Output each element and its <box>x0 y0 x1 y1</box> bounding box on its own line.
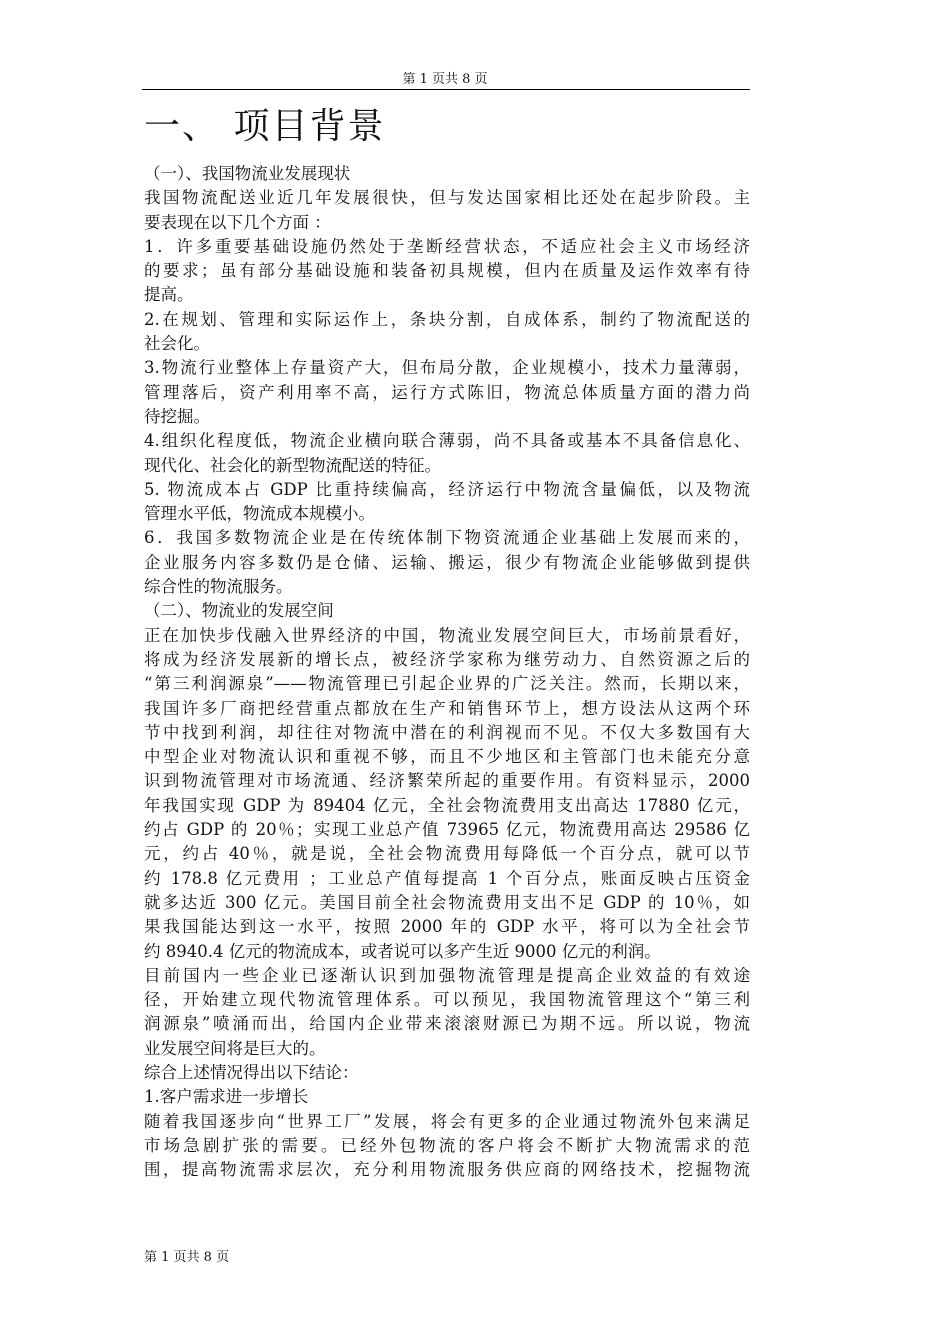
page-header-label: 第 1 页共 8 页 <box>402 72 488 87</box>
text-line: 目前国内一些企业已逐渐认识到加强物流管理是提高企业效益的有效途 <box>144 965 750 985</box>
text-line: 2.在规划、管理和实际运作上，条块分割，自成体系，制约了物流配送的 <box>144 309 750 329</box>
text-line: （二）、物流业的发展空间 <box>144 601 334 621</box>
text-line: 节中找到利润，却往往对物流中潜在的利润视而不见。不仅大多数国有大 <box>144 722 750 742</box>
text-line: 的要求；虽有部分基础设施和装备初具规模，但内在质量及运作效率有待 <box>144 261 750 281</box>
text-line: 综合性的物流服务。 <box>144 577 293 597</box>
text-line: 元，约占 40％，就是说，全社会物流费用每降低一个百分点，就可以节 <box>144 844 750 864</box>
text-line: 5. 物流成本占 GDP 比重持续偏高，经济运行中物流含量偏低，以及物流 <box>144 479 750 499</box>
text-line: 6．我国多数物流企业是在传统体制下物资流通企业基础上发展而来的， <box>144 528 750 548</box>
text-line: 径，开始建立现代物流管理体系。可以预见，我国物流管理这个“第三利 <box>144 990 750 1010</box>
text-line: 将成为经济发展新的增长点，被经济学家称为继劳动力、自然资源之后的 <box>144 649 750 669</box>
text-line: 待挖掘。 <box>144 406 210 426</box>
text-line: 管理水平低，物流成本规模小。 <box>144 504 375 524</box>
text-line: 识到物流管理对市场流通、经济繁荣所起的重要作用。有资料显示，2000 <box>144 771 750 791</box>
body-text <box>144 162 750 1182</box>
document-body <box>144 100 750 1182</box>
text-line: 提高。 <box>144 285 194 305</box>
page-footer-label: 第 1 页共 8 页 <box>144 1250 230 1265</box>
section-title: 一、 项目背景 <box>144 106 386 147</box>
text-line: 社会化。 <box>144 334 210 354</box>
text-line: “第三利润源泉”——物流管理已引起企业界的广泛关注。然而，长期以来， <box>144 674 750 694</box>
text-line: 围，提高物流需求层次，充分利用物流服务供应商的网络技术，挖掘物流 <box>144 1160 750 1180</box>
text-line: 4.组织化程度低，物流企业横向联合薄弱，尚不具备或基本不具备信息化、 <box>144 431 750 451</box>
text-line: 1.客户需求进一步增长 <box>144 1087 309 1107</box>
text-line: 正在加快步伐融入世界经济的中国，物流业发展空间巨大，市场前景看好， <box>144 625 750 645</box>
text-line: （一）、我国物流业发展现状 <box>144 164 351 183</box>
text-line: 约占 GDP 的 20％；实现工业总产值 73965 亿元，物流费用高达 29586 亿 <box>144 820 750 840</box>
text-line: 综合上述情况得出以下结论： <box>144 1062 359 1082</box>
text-line: 中型企业对物流认识和重视不够，而且不少地区和主管部门也未能充分意 <box>144 747 750 767</box>
text-line: 1．许多重要基础设施仍然处于垄断经营状态，不适应社会主义市场经济 <box>144 236 750 256</box>
text-line: 3.物流行业整体上存量资产大，但布局分散，企业规模小，技术力量薄弱， <box>144 358 750 378</box>
text-line: 现代化、社会化的新型物流配送的特征。 <box>144 455 441 475</box>
text-line: 润源泉”喷涌而出，给国内企业带来滚滚财源已为期不远。所以说，物流 <box>144 1014 750 1034</box>
text-line: 就多达近 300 亿元。美国目前全社会物流费用支出不足 GDP 的 10％，如 <box>144 892 750 912</box>
text-line: 要表现在以下几个方面 ： <box>144 212 331 232</box>
text-line: 业发展空间将是巨大的。 <box>144 1038 326 1058</box>
text-line: 我国物流配送业近几年发展很快，但与发达国家相比还处在起步阶段。主 <box>144 188 750 208</box>
header-divider <box>142 89 750 90</box>
text-line: 随着我国逐步向“世界工厂”发展，将会有更多的企业通过物流外包来满足 <box>144 1111 750 1131</box>
text-line: 企业服务内容多数仍是仓储、运输、搬运，很少有物流企业能够做到提供 <box>144 552 750 572</box>
text-line: 约 178.8 亿元费用 ；工业总产值每提高 1 个百分点，账面反映占压资金 <box>144 868 750 888</box>
text-line: 年我国实现 GDP 为 89404 亿元，全社会物流费用支出高达 17880 亿元， <box>144 795 750 815</box>
text-line: 市场急剧扩张的需要。已经外包物流的客户将会不断扩大物流需求的范 <box>144 1135 750 1155</box>
text-line: 管理落后，资产利用率不高，运行方式陈旧，物流总体质量方面的潜力尚 <box>144 382 750 402</box>
text-line: 约 8940.4 亿元的物流成本，或者说可以多产生近 9000 亿元的利润。 <box>144 941 661 961</box>
text-line: 果我国能达到这一水平，按照 2000 年的 GDP 水平，将可以为全社会节 <box>144 917 750 937</box>
text-line: 我国许多厂商把经营重点都放在生产和销售环节上，想方设法从这两个环 <box>144 698 750 718</box>
